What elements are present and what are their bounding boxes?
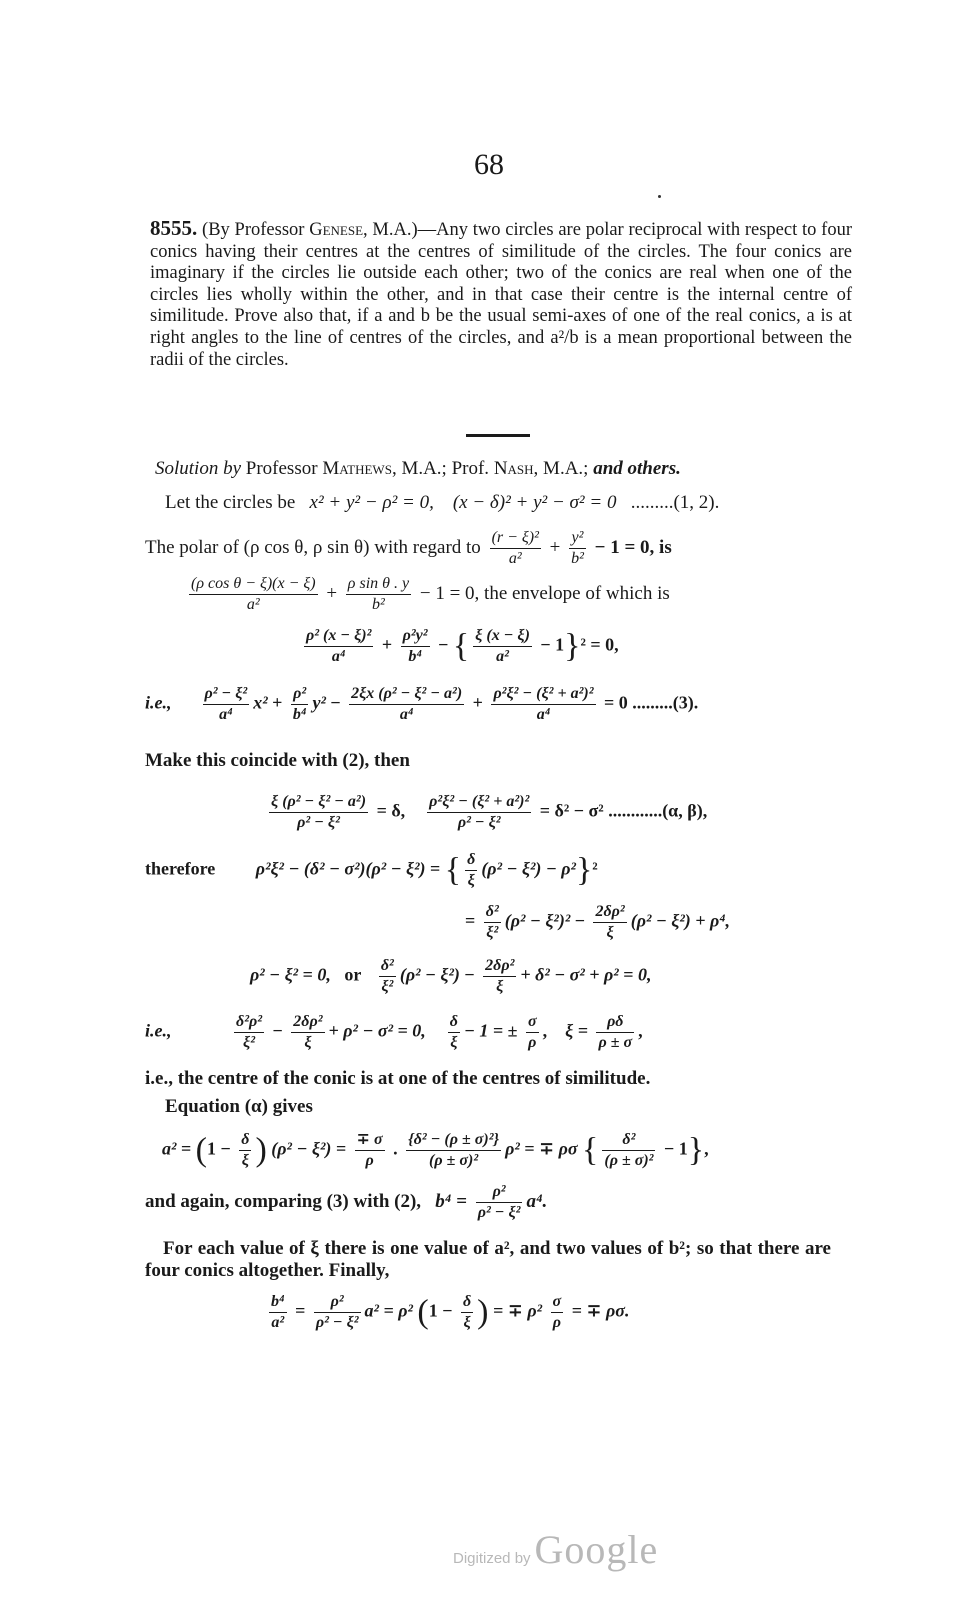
each-value-paragraph: For each value of ξ there is one value of a², and two values of b²; so that there are four conics altogether. Finally,	[145, 1238, 831, 1281]
equation-tag-3: = 0 .........(3).	[604, 692, 699, 713]
equation-tag-ab: = δ² − σ² ............(α, β),	[539, 800, 708, 821]
a-squared-equation: a² = (1 − $\frac{\delta}{\xi}$ ) (ρ² − ξ²) = $\frac{\mp \sigma}{\rho}$ . $\frac{\text{\{δ² − (ρ ± σ)²\}}}{\text{(ρ ± σ)²}}$ ρ² = ∓ ρσ { $\frac{\text{δ²}}{\text{(ρ ± σ)²}}$ − 1},	[162, 1131, 709, 1169]
circles-line	[165, 492, 719, 514]
polar-equation: $\frac{\text{(ρ cos θ − ξ)(x − ξ)}}{\text{a²}}$ + $\frac{\text{ρ sin θ . y}}{\text{b²}}$ − 1 = 0, the envelope of which is	[191, 575, 670, 613]
page-number: 68	[474, 148, 504, 181]
ie-label: i.e.,	[145, 692, 172, 713]
therefore-equation: therefore ρ²ξ² − (δ² − σ²)(ρ² − ξ²) = { $\frac{\delta}{\xi}$ (ρ² − ξ²) − ρ²}²	[145, 851, 598, 889]
problem-author: Genese	[309, 220, 364, 240]
root-equation: ρ² − ξ² = 0, or $\frac{\text{δ²}}{\text{ξ²}}$ (ρ² − ξ²) − $\frac{\text{2δρ²}}{\xi}$ + δ² − σ² + ρ² = 0,	[250, 957, 652, 995]
solution-text-2: , M.A.; Prof.	[391, 458, 494, 479]
again-text: and again, comparing (3) with (2),	[145, 1190, 422, 1212]
solution-text-3: , M.A.;	[533, 458, 594, 479]
polar-tail: − 1 = 0, is	[594, 536, 672, 558]
again-line: and again, comparing (3) with (2), b⁴ = $\frac{\text{ρ²}}{\text{ρ² − ξ²}}$ a⁴.	[145, 1183, 548, 1221]
solution-others: and others.	[593, 458, 681, 479]
final-equation: $\frac{\text{b⁴}}{\text{a²}}$ = $\frac{\text{ρ²}}{\text{ρ² − ξ²}}$ a² = ρ² (1 − $\frac{\delta}{\xi}$ ) = ∓ ρ² $\frac{\sigma}{\rho}$ = ∓ ρσ.	[271, 1293, 630, 1331]
solution-prefix: Solution by	[155, 458, 242, 479]
equation-gives-line: Equation (α) gives	[165, 1096, 313, 1117]
expansion-equation: = $\frac{\text{δ²}}{\text{ξ²}}$ (ρ² − ξ²)² − $\frac{\text{2δρ²}}{\xi}$ (ρ² − ξ²) + ρ⁴,	[465, 903, 731, 941]
envelope-text: − 1 = 0, the envelope of which is	[419, 582, 670, 604]
polar-line: The polar of (ρ cos θ, ρ sin θ) with regard to $\frac{\text{(r − ξ)²}}{\text{a²}}$ + $\frac{\text{y²}}{\text{b²}}$ − 1 = 0, is	[145, 529, 672, 567]
equation-tag-12: .........(1, 2).	[630, 492, 720, 513]
problem-author-suffix: , M.A.)	[363, 220, 418, 240]
problem-text: —Any two circles are polar reciprocal with respect to four conics having their centres at the centres of similitude of the circles. The four conics are imaginary if the circles lie outside each other; two of the conics are real when one of the circles lies wholly within the other, and in that case their centre is the internal centre of similitude. Prove also that, if a and b be the usual semi-axes of one of the real conics, a is at right angles to the line of centres of the circles, and a²/b is a mean proportional between the radii of the circles.	[150, 220, 852, 370]
section-divider	[466, 434, 530, 437]
google-watermark	[453, 1526, 658, 1573]
polar-text: The polar of (ρ cos θ, ρ sin θ) with regard to	[145, 536, 481, 558]
conclusion-line: i.e., the centre of the conic is at one of the centres of similitude.	[145, 1068, 651, 1089]
solution-heading	[155, 458, 681, 480]
equation-3: i.e., $\frac{\text{ρ² − ξ²}}{\text{a⁴}}$ x² + $\frac{\text{ρ²}}{\text{b⁴}}$ y² − $\frac{\text{2ξx (ρ² − ξ² − a²)}}{\text{a⁴}}$ + $\frac{\text{ρ²ξ² − (ξ² + a²)²}}{\text{a⁴}}$ = 0 .........(3).	[145, 685, 699, 723]
equation-alpha-beta: $\frac{\text{ξ (ρ² − ξ² − a²)}}{\text{ρ² − ξ²}}$ = δ, $\frac{\text{ρ²ξ² − (ξ² + a²)²}}{\text{ρ² − ξ²}}$ = δ² − σ² ............(α, β),	[271, 793, 708, 831]
therefore-text: therefore	[145, 858, 216, 879]
make-line: Make this coincide with (2), then	[145, 750, 410, 771]
solution-text-1: Professor	[241, 458, 323, 479]
let-text: Let the circles be	[165, 492, 296, 513]
equation-1: x² + y² − ρ² = 0,	[309, 492, 434, 513]
solution-author-2: Nash	[493, 458, 534, 479]
watermark-small-text: Digitized by	[453, 1550, 531, 1567]
solution-author-1: Mathews	[322, 458, 392, 479]
ie-label-2: i.e.,	[145, 1020, 172, 1041]
equation-2: (x − δ)² + y² − σ² = 0	[452, 492, 617, 513]
problem-number: 8555.	[150, 216, 198, 240]
watermark-brand: Google	[534, 1527, 659, 1572]
problem-lead: (By Professor	[202, 220, 310, 240]
xi-equation: i.e., $\frac{\text{δ²ρ²}}{\text{ξ²}}$ − $\frac{\text{2δρ²}}{\xi}$ + ρ² − σ² = 0, $\frac{\delta}{\xi}$ − 1 = ± $\frac{\sigma}{\rho}$ , ξ = $\frac{\rho\delta}{\rho \pm \sigma}$ ,	[145, 1013, 643, 1051]
problem-statement	[150, 218, 852, 371]
envelope-equation: $\frac{\text{ρ² (x − ξ)²}}{\text{a⁴}}$ + $\frac{\text{ρ²y²}}{\text{b⁴}}$ − { $\frac{\xi (x - \xi)}{\text{a²}}$ − 1}² = 0,	[306, 627, 619, 665]
ink-dot	[658, 195, 661, 198]
